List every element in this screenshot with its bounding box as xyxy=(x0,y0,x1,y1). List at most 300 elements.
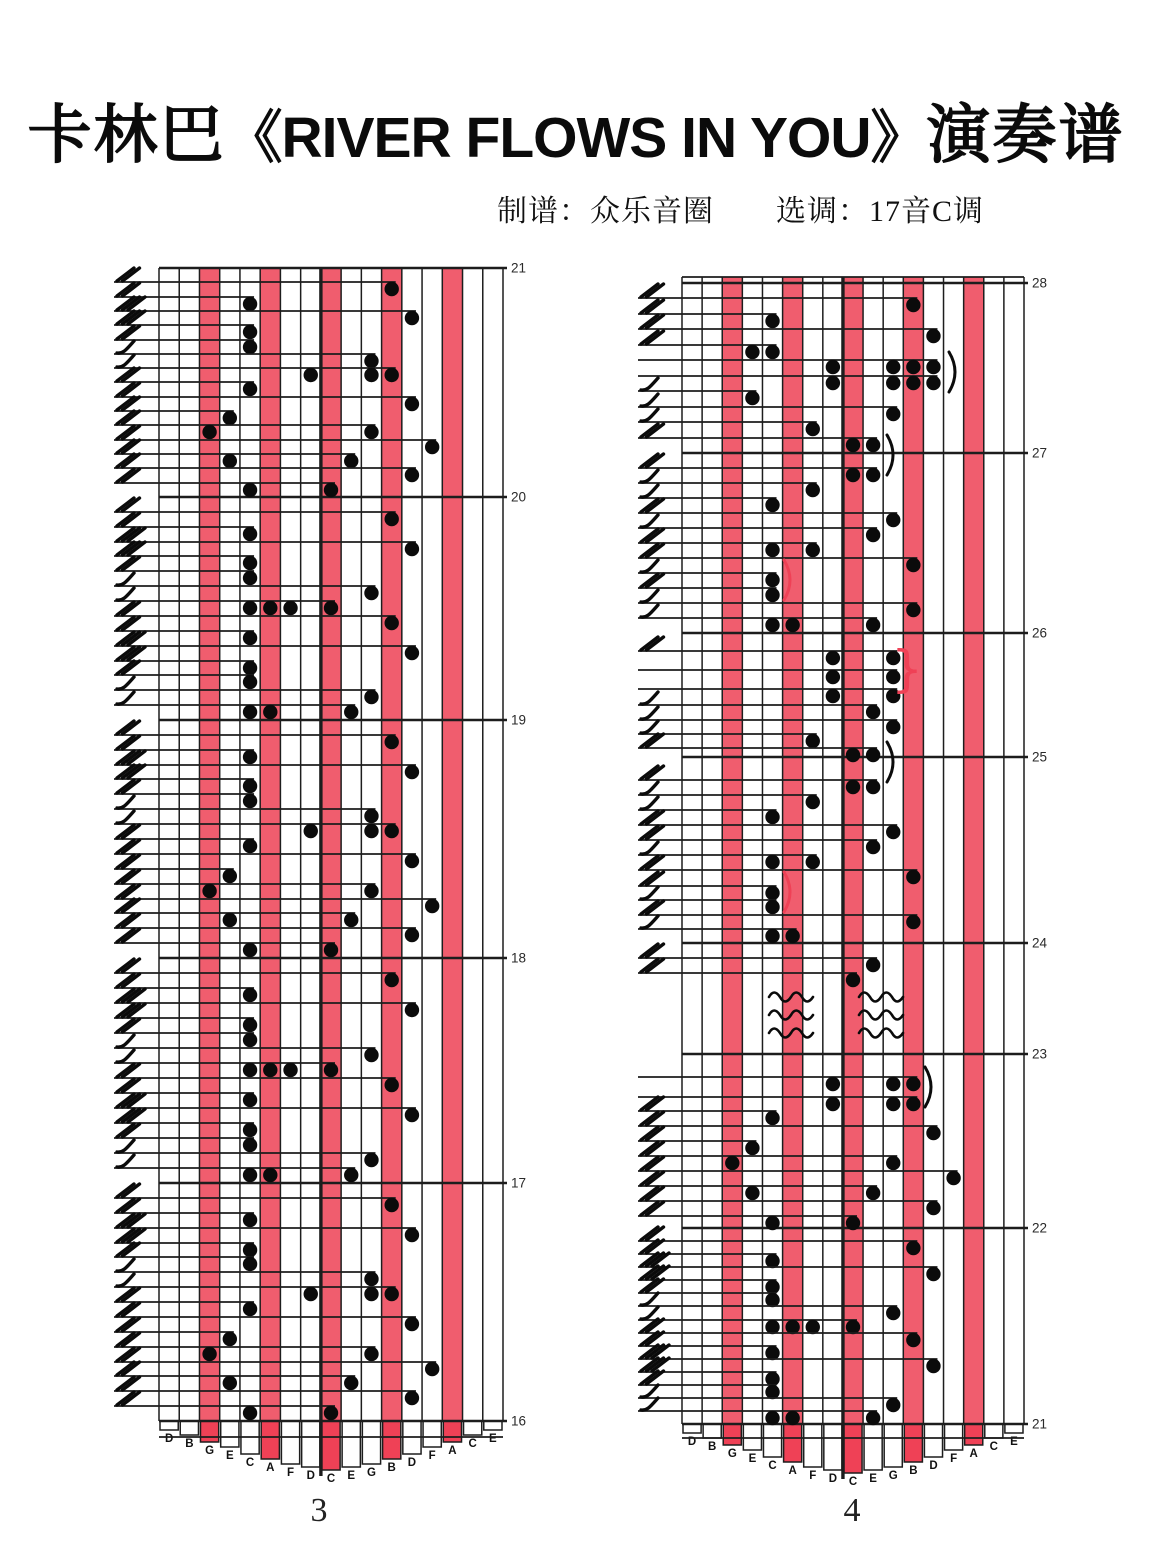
note-dot xyxy=(886,1398,900,1412)
note-dot xyxy=(906,298,920,312)
note-dot xyxy=(765,1411,779,1425)
rhythm-flag-icon xyxy=(117,1155,134,1167)
note-dot xyxy=(243,527,257,541)
note-dot xyxy=(906,870,920,884)
rhythm-flag-icon xyxy=(117,588,134,600)
tine xyxy=(322,1421,340,1470)
note-dot xyxy=(926,1201,940,1215)
tine xyxy=(180,1421,198,1435)
measure-number: 18 xyxy=(511,950,527,966)
tine-label: B xyxy=(387,1462,396,1474)
note-dot xyxy=(243,839,257,853)
note-dot xyxy=(243,1257,257,1271)
note-dot xyxy=(243,675,257,689)
note-dot xyxy=(826,1077,840,1091)
tine-label: D xyxy=(164,1433,174,1445)
note-dot xyxy=(405,928,419,942)
tine xyxy=(763,1424,781,1457)
note-dot xyxy=(385,1078,399,1092)
tremolo-brace-icon: } xyxy=(891,640,923,698)
note-dot xyxy=(866,618,880,632)
note-dot xyxy=(846,973,860,987)
note-dot xyxy=(806,855,820,869)
note-dot xyxy=(906,915,920,929)
tine xyxy=(945,1424,963,1450)
tine xyxy=(723,1424,741,1445)
note-dot xyxy=(344,913,358,927)
note-dot xyxy=(243,325,257,339)
note-dot xyxy=(926,376,940,390)
note-dot xyxy=(324,483,338,497)
tine xyxy=(965,1424,983,1445)
measure-number: 25 xyxy=(1032,749,1048,765)
rhythm-flag-icon xyxy=(117,1050,134,1062)
note-dot xyxy=(243,750,257,764)
title-song-name: 《RIVER FLOWS IN YOU》 xyxy=(225,106,927,170)
note-dot xyxy=(243,1138,257,1152)
note-dot xyxy=(364,368,378,382)
note-dot xyxy=(385,824,399,838)
note-dot xyxy=(906,1241,920,1255)
page-number-right: 4 xyxy=(843,1492,861,1529)
note-dot xyxy=(243,1093,257,1107)
note-dot xyxy=(886,513,900,527)
note-dot xyxy=(906,376,920,390)
note-dot xyxy=(223,411,237,425)
note-dot xyxy=(223,454,237,468)
note-dot xyxy=(806,1320,820,1334)
note-dot xyxy=(785,618,799,632)
note-dot xyxy=(806,483,820,497)
note-dot xyxy=(243,705,257,719)
note-dot xyxy=(866,840,880,854)
tine-label: F xyxy=(428,1450,436,1462)
tine-label: G xyxy=(888,1470,898,1482)
note-dot xyxy=(846,1216,860,1230)
note-dot xyxy=(906,603,920,617)
measure-number: 24 xyxy=(1032,935,1048,951)
rhythm-flag-icon xyxy=(117,677,134,689)
note-dot xyxy=(324,601,338,615)
note-dot xyxy=(385,368,399,382)
note-dot xyxy=(886,825,900,839)
rhythm-flag-icon xyxy=(641,887,658,899)
tine-label: A xyxy=(969,1448,978,1460)
tine xyxy=(864,1424,882,1470)
tine-label: F xyxy=(287,1467,295,1479)
note-dot xyxy=(243,631,257,645)
tine xyxy=(302,1421,320,1467)
note-dot xyxy=(806,795,820,809)
tine-label: B xyxy=(185,1438,194,1450)
hold-paren-icon xyxy=(887,742,893,782)
note-dot xyxy=(765,1280,779,1294)
note-dot xyxy=(405,1108,419,1122)
note-dot xyxy=(765,573,779,587)
note-dot xyxy=(946,1171,960,1185)
note-dot xyxy=(906,1333,920,1347)
note-dot xyxy=(886,720,900,734)
note-dot xyxy=(223,1332,237,1346)
note-dot xyxy=(785,929,799,943)
note-dot xyxy=(385,735,399,749)
rhythm-flag-icon xyxy=(117,811,134,823)
rhythm-flag-icon xyxy=(117,796,134,808)
note-dot xyxy=(364,1153,378,1167)
note-dot xyxy=(385,616,399,630)
note-dot xyxy=(765,929,779,943)
note-dot xyxy=(745,1141,759,1155)
rhythm-flag-icon xyxy=(641,842,658,854)
note-dot xyxy=(243,1123,257,1137)
note-dot xyxy=(826,670,840,684)
tine xyxy=(464,1421,482,1435)
measure-number: 19 xyxy=(511,712,527,728)
tine xyxy=(423,1421,441,1447)
note-dot xyxy=(405,1391,419,1405)
note-dot xyxy=(243,1168,257,1182)
title-suffix: 演奏谱 xyxy=(926,99,1125,171)
note-dot xyxy=(926,1267,940,1281)
note-dot xyxy=(725,1156,739,1170)
rhythm-flag-icon xyxy=(641,394,658,406)
note-dot xyxy=(385,1198,399,1212)
note-dot xyxy=(405,854,419,868)
note-dot xyxy=(324,1063,338,1077)
note-dot xyxy=(243,1033,257,1047)
tine-label: B xyxy=(909,1465,918,1477)
rhythm-flag-icon xyxy=(641,409,658,421)
note-dot xyxy=(405,765,419,779)
rhythm-flag-icon xyxy=(641,721,658,733)
measure-number: 17 xyxy=(511,1175,527,1191)
note-dot xyxy=(846,438,860,452)
note-dot xyxy=(243,601,257,615)
note-dot xyxy=(405,542,419,556)
tine-label: C xyxy=(326,1473,336,1485)
note-dot xyxy=(425,1362,439,1376)
note-dot xyxy=(765,810,779,824)
tine-label: E xyxy=(869,1473,877,1485)
note-dot xyxy=(364,884,378,898)
rhythm-flag-icon xyxy=(117,1035,134,1047)
note-dot xyxy=(826,689,840,703)
rhythm-flag-icon xyxy=(641,692,658,704)
red-tine-stripe xyxy=(964,277,984,1424)
note-dot xyxy=(826,360,840,374)
note-dot xyxy=(364,809,378,823)
tine-label: G xyxy=(366,1467,376,1479)
tine-label: E xyxy=(347,1470,356,1482)
tine-label: A xyxy=(266,1462,275,1474)
glissando-wave-icon xyxy=(859,1029,903,1038)
note-dot xyxy=(906,558,920,572)
note-dot xyxy=(886,1077,900,1091)
note-dot xyxy=(344,1168,358,1182)
rhythm-flag-icon xyxy=(641,560,658,572)
note-dot xyxy=(866,468,880,482)
note-dot xyxy=(364,1272,378,1286)
measure-number: 27 xyxy=(1032,445,1048,461)
tine xyxy=(884,1424,902,1467)
tine xyxy=(261,1421,279,1459)
note-dot xyxy=(806,734,820,748)
note-dot xyxy=(304,824,318,838)
note-dot xyxy=(405,397,419,411)
note-dot xyxy=(886,407,900,421)
note-dot xyxy=(243,943,257,957)
rhythm-flag-icon xyxy=(641,782,658,794)
measure-number: 23 xyxy=(1032,1046,1048,1062)
note-dot xyxy=(405,1003,419,1017)
note-dot xyxy=(243,1302,257,1316)
note-dot xyxy=(364,1287,378,1301)
note-dot xyxy=(846,468,860,482)
note-dot xyxy=(886,1306,900,1320)
tine-label: C xyxy=(768,1460,777,1472)
note-dot xyxy=(926,1126,940,1140)
hold-paren-icon xyxy=(925,1067,931,1107)
note-dot xyxy=(886,360,900,374)
note-dot xyxy=(425,899,439,913)
note-dot xyxy=(866,748,880,762)
tine xyxy=(484,1421,502,1430)
tine xyxy=(804,1424,822,1467)
tine-label: D xyxy=(407,1457,417,1469)
note-dot xyxy=(243,483,257,497)
note-dot xyxy=(405,646,419,660)
measure-number: 16 xyxy=(511,1413,527,1429)
note-dot xyxy=(405,1228,419,1242)
red-tine-stripe xyxy=(199,268,219,1421)
rhythm-flag-icon xyxy=(641,485,658,497)
measure-number: 21 xyxy=(511,260,527,276)
note-dot xyxy=(304,368,318,382)
note-dot xyxy=(765,345,779,359)
note-dot xyxy=(425,440,439,454)
note-dot xyxy=(364,586,378,600)
note-dot xyxy=(344,705,358,719)
glissando-wave-icon xyxy=(859,993,903,1002)
tine xyxy=(160,1421,178,1430)
note-dot xyxy=(243,571,257,585)
red-tine-stripe xyxy=(442,268,462,1421)
note-dot xyxy=(846,748,860,762)
note-dot xyxy=(243,297,257,311)
note-dot xyxy=(826,651,840,665)
measure-number: 28 xyxy=(1032,275,1048,291)
note-dot xyxy=(765,498,779,512)
note-dot xyxy=(344,1376,358,1390)
rhythm-flag-icon xyxy=(641,916,658,928)
tine-label: C xyxy=(468,1438,477,1450)
note-dot xyxy=(385,282,399,296)
note-dot xyxy=(283,601,297,615)
tine-label: E xyxy=(489,1433,497,1445)
note-dot xyxy=(202,884,216,898)
note-dot xyxy=(364,1347,378,1361)
note-dot xyxy=(243,556,257,570)
note-dot xyxy=(765,543,779,557)
note-dot xyxy=(304,1287,318,1301)
rhythm-flag-icon xyxy=(641,797,658,809)
page-number-left: 3 xyxy=(310,1492,328,1529)
note-dot xyxy=(765,588,779,602)
measure-number: 26 xyxy=(1032,625,1048,641)
note-dot xyxy=(243,1018,257,1032)
note-dot xyxy=(243,779,257,793)
note-dot xyxy=(926,1359,940,1373)
note-dot xyxy=(364,690,378,704)
note-dot xyxy=(886,376,900,390)
rhythm-flag-icon xyxy=(117,692,134,704)
note-dot xyxy=(405,1317,419,1331)
title-prefix: 卡林巴 xyxy=(27,99,226,171)
note-dot xyxy=(243,340,257,354)
note-dot xyxy=(243,1406,257,1420)
note-dot xyxy=(263,1168,277,1182)
tine-label: C xyxy=(989,1441,998,1453)
red-tine-stripe xyxy=(260,268,280,1421)
rhythm-flag-icon xyxy=(641,378,658,390)
note-dot xyxy=(405,311,419,325)
note-dot xyxy=(243,1063,257,1077)
rhythm-flag-icon xyxy=(117,1259,134,1271)
rhythm-flag-icon xyxy=(117,573,134,585)
tine-label: F xyxy=(809,1470,817,1482)
rhythm-flag-icon xyxy=(641,515,658,527)
rhythm-flag-icon xyxy=(641,1398,658,1410)
note-dot xyxy=(223,869,237,883)
tine-label: C xyxy=(848,1476,858,1488)
note-dot xyxy=(866,438,880,452)
note-dot xyxy=(745,391,759,405)
note-dot xyxy=(846,780,860,794)
note-dot xyxy=(906,360,920,374)
tine xyxy=(904,1424,922,1462)
note-dot xyxy=(765,900,779,914)
tine xyxy=(200,1421,218,1442)
note-dot xyxy=(243,1243,257,1257)
note-dot xyxy=(866,1411,880,1425)
tine xyxy=(824,1424,842,1470)
tine xyxy=(362,1421,380,1464)
rhythm-flag-icon xyxy=(641,470,658,482)
tine xyxy=(443,1421,461,1442)
note-dot xyxy=(324,943,338,957)
note-dot xyxy=(886,1097,900,1111)
note-dot xyxy=(405,468,419,482)
tine xyxy=(924,1424,942,1457)
tine-label: D xyxy=(687,1436,697,1448)
note-dot xyxy=(866,780,880,794)
note-dot xyxy=(765,1372,779,1386)
note-dot xyxy=(263,705,277,719)
note-dot xyxy=(745,1186,759,1200)
rhythm-flag-icon xyxy=(641,1307,658,1319)
red-tine-stripe xyxy=(783,277,803,1424)
tine xyxy=(683,1424,701,1433)
tine-label: D xyxy=(828,1473,838,1485)
note-dot xyxy=(806,543,820,557)
note-dot xyxy=(846,1320,860,1334)
note-dot xyxy=(926,329,940,343)
note-dot xyxy=(765,855,779,869)
tine xyxy=(784,1424,802,1462)
note-dot xyxy=(385,973,399,987)
note-dot xyxy=(344,454,358,468)
note-dot xyxy=(765,1320,779,1334)
note-dot xyxy=(765,1385,779,1399)
measure-number: 22 xyxy=(1032,1220,1048,1236)
note-dot xyxy=(765,1254,779,1268)
glissando-wave-icon xyxy=(859,1011,903,1020)
note-dot xyxy=(785,1320,799,1334)
hold-paren-icon xyxy=(949,352,955,392)
note-dot xyxy=(765,1346,779,1360)
tine-label: B xyxy=(708,1441,717,1453)
tine-label: G xyxy=(727,1448,737,1460)
note-dot xyxy=(866,705,880,719)
note-dot xyxy=(826,376,840,390)
tine xyxy=(743,1424,761,1450)
note-dot xyxy=(806,422,820,436)
tine-label: A xyxy=(788,1465,797,1477)
tine xyxy=(281,1421,299,1464)
note-dot xyxy=(364,354,378,368)
rhythm-flag-icon xyxy=(641,1385,658,1397)
rhythm-flag-icon xyxy=(117,341,134,353)
note-dot xyxy=(765,314,779,328)
note-dot xyxy=(243,1213,257,1227)
tine-label: E xyxy=(1010,1436,1018,1448)
note-dot xyxy=(385,1287,399,1301)
note-dot xyxy=(364,1048,378,1062)
rhythm-flag-icon xyxy=(117,1274,134,1286)
note-dot xyxy=(886,1156,900,1170)
note-dot xyxy=(866,528,880,542)
rhythm-flag-icon xyxy=(117,355,134,367)
note-dot xyxy=(826,1097,840,1111)
note-dot xyxy=(765,618,779,632)
hold-paren-icon xyxy=(887,435,893,475)
tine xyxy=(844,1424,862,1473)
tine-label: G xyxy=(205,1445,215,1457)
tine-label: F xyxy=(950,1453,958,1465)
note-dot xyxy=(745,345,759,359)
note-dot xyxy=(243,794,257,808)
tine-label: A xyxy=(448,1445,457,1457)
tine xyxy=(703,1424,721,1438)
rhythm-flag-icon xyxy=(641,605,658,617)
note-dot xyxy=(765,1293,779,1307)
note-dot xyxy=(243,661,257,675)
subtitle-credits: 制谱：众乐音圈 选调：17音C调 xyxy=(497,195,985,228)
note-dot xyxy=(926,360,940,374)
note-dot xyxy=(364,425,378,439)
note-dot xyxy=(243,382,257,396)
note-dot xyxy=(223,1376,237,1390)
red-tine-stripe xyxy=(722,277,742,1424)
note-dot xyxy=(906,1097,920,1111)
note-dot xyxy=(263,601,277,615)
note-dot xyxy=(765,1216,779,1230)
red-tine-stripe xyxy=(321,268,341,1421)
tine xyxy=(342,1421,360,1467)
note-dot xyxy=(283,1063,297,1077)
rhythm-flag-icon xyxy=(117,1140,134,1152)
note-dot xyxy=(202,1347,216,1361)
